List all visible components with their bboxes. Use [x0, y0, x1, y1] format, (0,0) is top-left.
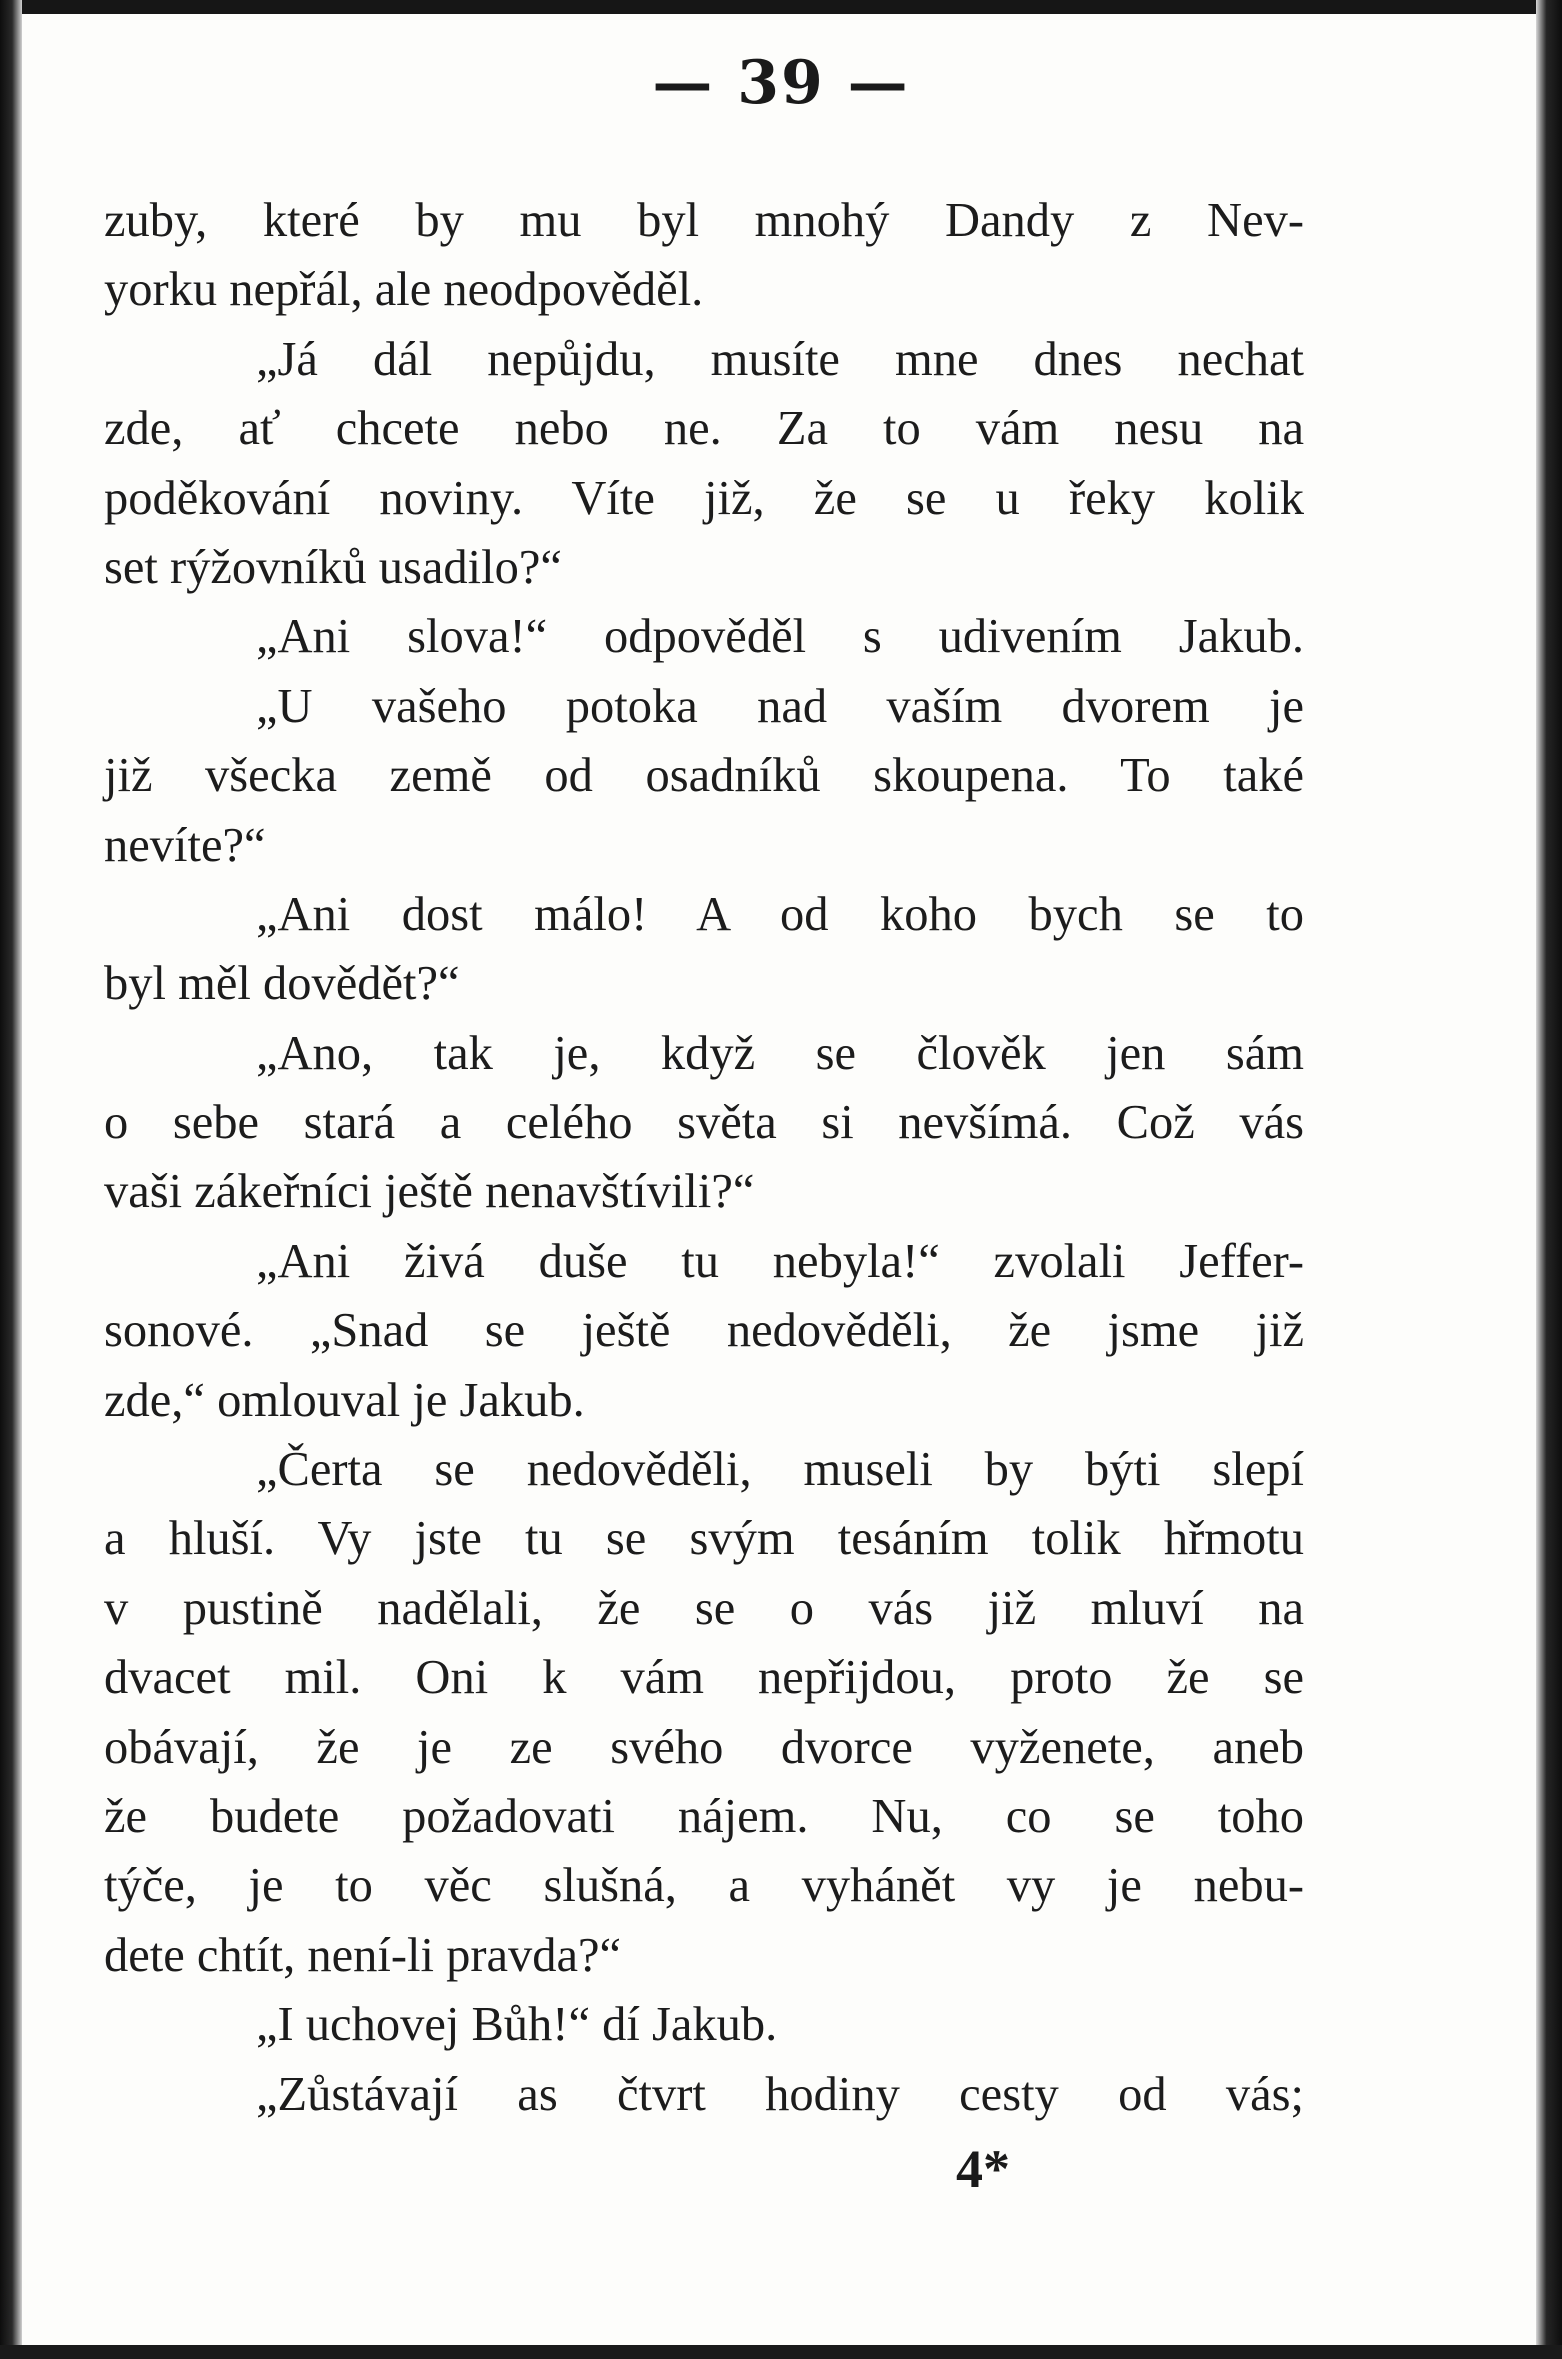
text-line: týče, je to věc slušná, a vyhánět vy je nebu-	[104, 1859, 1304, 1913]
text-line: obávají, že je ze svého dvorce vyženete, aneb	[104, 1720, 1304, 1774]
body-text	[104, 186, 1304, 2129]
signature-mark: 4*	[956, 2139, 1010, 2199]
text-line: o sebe stará a celého světa si nevšímá. Což vás	[104, 1096, 1304, 1150]
text-line: v pustině nadělali, že se o vás již mluví na	[104, 1581, 1304, 1635]
text-line: vaši zákeřníci ještě nenavštívili?“	[104, 1165, 755, 1219]
text-line: zuby, které by mu byl mnohý Dandy z Nev-	[104, 194, 1304, 247]
text-line: již všecka země od osadníků skoupena. To také	[104, 749, 1304, 803]
text-line: poděkování noviny. Víte již, že se u řeky kolik	[104, 471, 1304, 525]
text-line: „Ani slova!“ odpověděl s udivením Jakub.	[256, 610, 1304, 664]
text-line: byl měl dovědět?“	[104, 957, 460, 1011]
text-line: dvacet mil. Oni k vám nepřijdou, proto že se	[104, 1651, 1304, 1705]
text-line: „Ani živá duše tu nebyla!“ zvolali Jeffer-	[256, 1234, 1304, 1288]
text-line: „Zůstávají as čtvrt hodiny cesty od vás;	[256, 2067, 1304, 2121]
text-line: set rýžovníků usadilo?“	[104, 540, 562, 594]
text-line: nevíte?“	[104, 818, 266, 872]
text-line: že budete požadovati nájem. Nu, co se toho	[104, 1789, 1304, 1843]
page-number: — 39 —	[652, 48, 910, 118]
text-line: „I uchovej Bůh!“ dí Jakub.	[256, 1998, 778, 2052]
text-line: zde,“ omlouval je Jakub.	[104, 1373, 585, 1427]
scan-edge-bottom	[0, 2345, 1562, 2359]
text-line: „Ani dost málo! A od koho bych se to	[256, 887, 1304, 941]
text-line: zde, ať chcete nebo ne. Za to vám nesu na	[104, 402, 1304, 456]
scan-edge-left	[0, 0, 22, 2359]
text-line: „Ano, tak je, když se člověk jen sám	[256, 1026, 1304, 1080]
text-line: „Čerta se nedověděli, museli by býti slepí	[256, 1443, 1304, 1497]
text-line: „Já dál nepůjdu, musíte mne dnes nechat	[256, 332, 1304, 386]
text-line: yorku nepřál, ale neodpověděl.	[104, 263, 704, 317]
scan-edge-top	[0, 0, 1562, 14]
text-line: sonové. „Snad se ještě nedověděli, že jsme již	[104, 1304, 1304, 1358]
text-line: a hluší. Vy jste tu se svým tesáním tolik hřmotu	[104, 1512, 1304, 1566]
scan-edge-right	[1536, 0, 1562, 2359]
text-line: „U vašeho potoka nad vaším dvorem je	[256, 679, 1304, 733]
text-line: dete chtít, není-li pravda?“	[104, 1928, 622, 1982]
